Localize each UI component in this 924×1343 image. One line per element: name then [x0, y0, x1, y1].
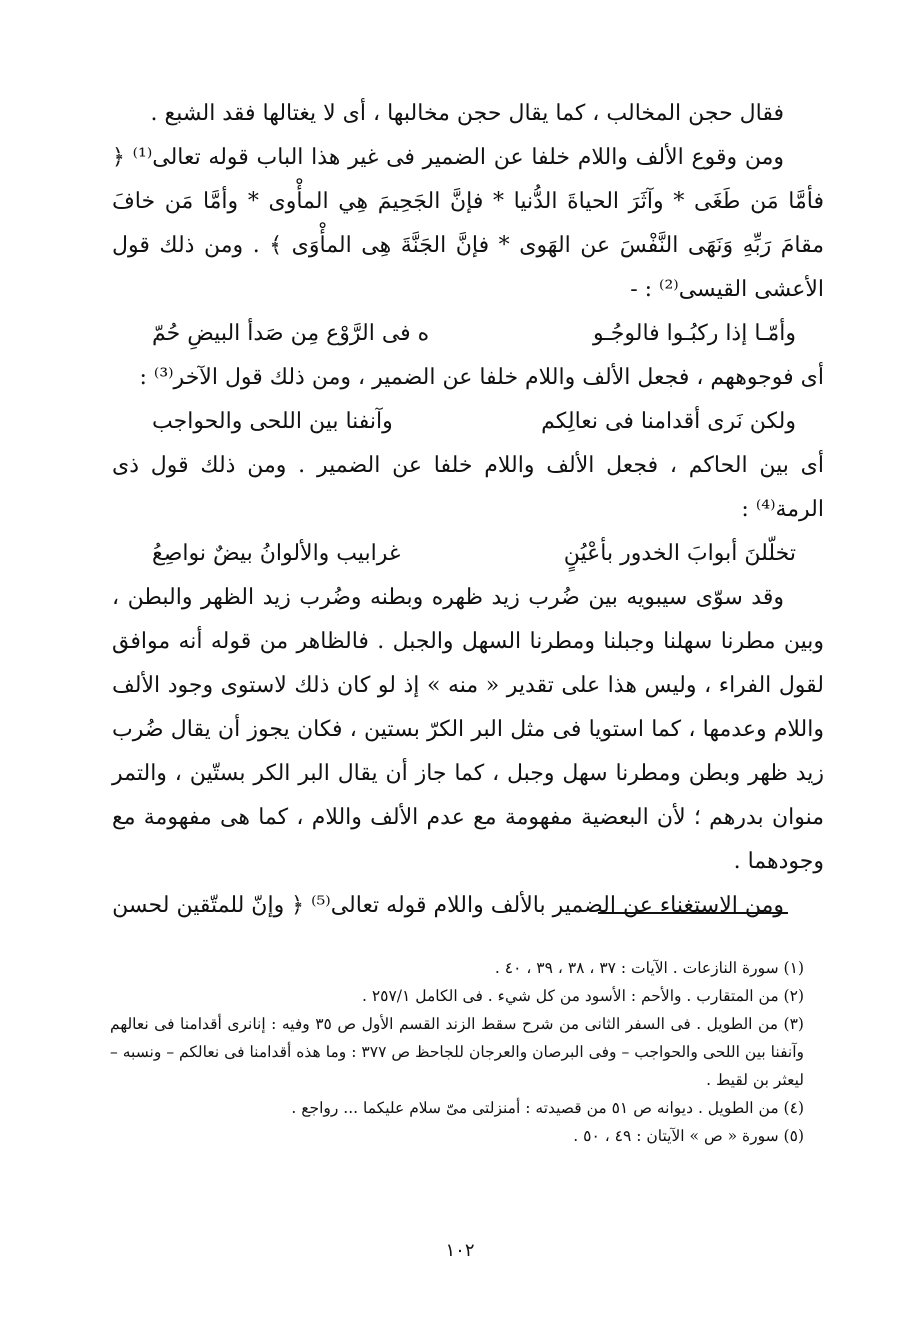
paragraph-5: وقد سوّى سيبويه بين ضُرب زيد ظهره وبطنه وضُرب زيد الظهر والبطن ، وبين مطرنا سهلنا وجبلنا ومطرنا السهل والجبل . فالظاهر من قوله أنه موافق لقول الفراء ، وليس هذا على تقدير « منه » إذ لو كان ذلك لاستوى وجود الألف واللام وعدمها ، كما استويا فى مثل البر الكرّ بستين ، فكان يجوز أن يقال ضُرب زيد ظهر وبطن ومطرنا سهل وجبل ، كما جاز أن يقال البر الكر بستّين ، والتمر منوان بدرهم ؛ لأن البعضية مفهومة مع عدم الألف واللام ، كما هى مفهومة مع وجودهما . — [112, 585, 824, 874]
footnote-4: (٤) من الطويل . ديوانه ص ٥١ من قصيدته : أمنزلتى مىّ سلام عليكما ... رواجع . — [291, 1099, 804, 1117]
paragraph-3: أى فوجوههم ، فجعل الألف واللام خلفا عن الضمير ، ومن ذلك قول الآخر⁽³⁾ : — [139, 365, 824, 390]
footnote-1: (١) سورة النازعات . الآيات : ٣٧ ، ٣٨ ، ٣٩ ، ٤٠ . — [494, 959, 804, 977]
footnotes — [110, 954, 804, 1150]
paragraph-1: فقال حجن المخالب ، كما يقال حجن مخالبها ، أى لا يغتالها فقد الشبع . — [150, 101, 784, 126]
verse-3-second-hemistich: غرابيب والألوانُ بيضٌ نواصِعُ — [152, 541, 401, 566]
paragraph-4: أى بين الحاكم ، فجعل الألف واللام خلفا عن الضمير . ومن ذلك قول ذى الرمة⁽⁴⁾ : — [112, 453, 824, 522]
verse-1-second-hemistich: ه فى الرَّوْع مِن صَدأ البيضِ حُمّ — [152, 321, 430, 346]
page-number: ١٠٢ — [445, 1240, 475, 1261]
footnote-separator — [598, 912, 788, 914]
verse-1 — [112, 312, 824, 356]
verse-1-first-hemistich: وأمّـا إذا ركبُـوا فالوجُـو — [592, 321, 796, 346]
paragraph-6: ومن الاستغناء عن الضمير بالألف واللام قوله تعالى⁽⁵⁾ ﴿ وإنّ للمتّقين لحسن — [112, 893, 784, 918]
paragraph-2: ومن وقوع الألف واللام خلفا عن الضمير فى غير هذا الباب قوله تعالى⁽¹⁾ ﴿ فأمَّا مَن طَغَى * وآثَرَ الحياةَ الدُّنيا * فإنَّ الجَحِيمَ هِي المأْوى * وأمَّا مَن خافَ مقامَ رَبِّهِ وَنَهَى النَّفْسَ عن الهَوى * فإنَّ الجَنَّةَ هِى المأْوَى ﴾ . ومن ذلك قول الأعشى القيسى⁽²⁾ : - — [112, 145, 824, 302]
footnote-3: (٣) من الطويل . فى السفر الثانى من شرح سقط الزند القسم الأول ص ٣٥ وفيه : إنانرى أقدامنا فى نعالهم وآنفنا بين اللحى والحواجب – وفى البرصان والعرجان للجاحظ ص ٣٧٧ : وما هذه أقدامنا فى نعالكم – ونسبه – ليعثر بن لقيط . — [110, 1015, 805, 1089]
main-text — [112, 92, 824, 928]
verse-2-second-hemistich: وآنفنا بين اللحى والحواجب — [152, 409, 393, 434]
verse-2 — [112, 400, 824, 444]
footnote-2: (٢) من المتقارب . والأحم : الأسود من كل شيء . فى الكامل ٢٥٧/١ . — [361, 987, 804, 1005]
footnote-5: (٥) سورة « ص » الآيتان : ٤٩ ، ٥٠ . — [573, 1127, 804, 1145]
verse-2-first-hemistich: ولكن نَرى أقدامنا فى نعالِكم — [541, 409, 796, 434]
verse-3 — [112, 532, 824, 576]
verse-3-first-hemistich: تخلّلنَ أبوابَ الخدور بأعْيُنٍ — [563, 541, 796, 566]
